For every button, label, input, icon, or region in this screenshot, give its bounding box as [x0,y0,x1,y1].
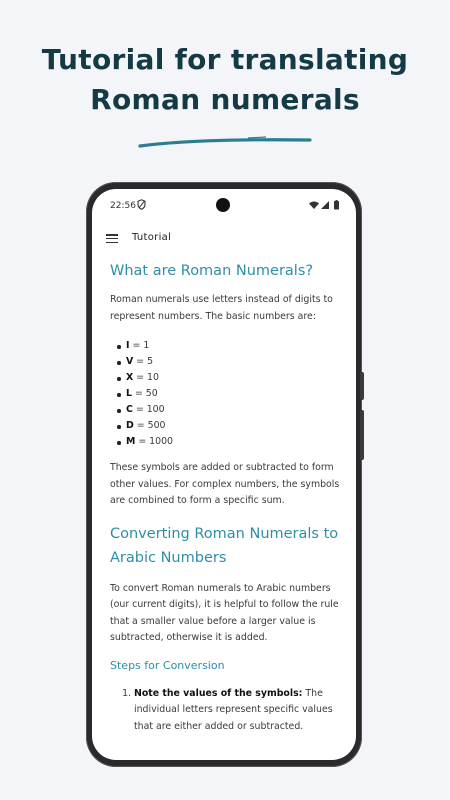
numeral-letter: C [126,404,133,415]
app-bar-title: Tutorial [132,232,172,243]
list-item [119,338,340,354]
status-bar [92,189,356,223]
list-item [119,354,340,370]
headline-line-1: Tutorial for translating [41,43,409,76]
subheading-steps: Steps for Conversion [110,658,225,672]
phone-volume-button [360,410,364,460]
list-item [119,434,340,450]
numeral-letter: D [126,420,134,431]
headline-line-2: Roman numerals [90,83,360,116]
front-camera [216,198,230,212]
phone-power-button [360,372,364,400]
shield-icon [137,199,146,210]
numeral-letter: I [126,340,130,351]
status-time: 22:56 [110,201,136,211]
numeral-value: = 10 [136,372,159,383]
steps-list [110,686,340,736]
article-content [110,259,340,735]
wifi-icon [309,202,319,210]
numeral-list [110,338,340,450]
numeral-value: = 5 [136,356,154,367]
numeral-value: = 1000 [138,436,174,447]
section-heading-roman-numerals: What are Roman Numerals? [110,263,314,279]
brush-stroke-decoration [138,132,313,152]
step-text: The individual letters represent specific values that are either added or subtracted. [134,687,333,732]
battery-icon [334,200,339,210]
conversion-paragraph: To convert Roman numerals to Arabic numbers (our current digits), it is helpful to follow the rule that a smaller value before a larger value is subtracted, otherwise it is added. [110,582,339,643]
outro-paragraph: These symbols are added or subtracted to form other values. For complex numbers, the symbols are combined to form a specific sum. [110,462,340,506]
intro-paragraph: Roman numerals use letters instead of digits to represent numbers. The basic numbers are: [110,294,333,322]
numeral-value: = 50 [134,388,158,399]
app-bar [92,223,356,253]
numeral-value: = 100 [135,404,165,415]
promo-headline [0,40,450,120]
list-item [119,386,340,402]
numeral-letter: M [126,436,136,447]
numeral-letter: X [126,372,134,383]
numeral-letter: L [126,388,132,399]
numeral-value: = 500 [136,420,166,431]
numeral-letter: V [126,356,134,367]
system-status-icons [308,200,342,210]
list-item [119,418,340,434]
signal-icon [321,201,329,209]
list-item [119,402,340,418]
list-item [134,686,340,736]
section-heading-converting: Converting Roman Numerals to Arabic Numbers [110,525,339,566]
numeral-value: = 1 [132,340,150,351]
list-item [119,370,340,386]
phone-screen [92,189,356,760]
step-title: Note the values of the symbols: [134,687,303,699]
hamburger-menu-icon[interactable] [106,234,118,243]
